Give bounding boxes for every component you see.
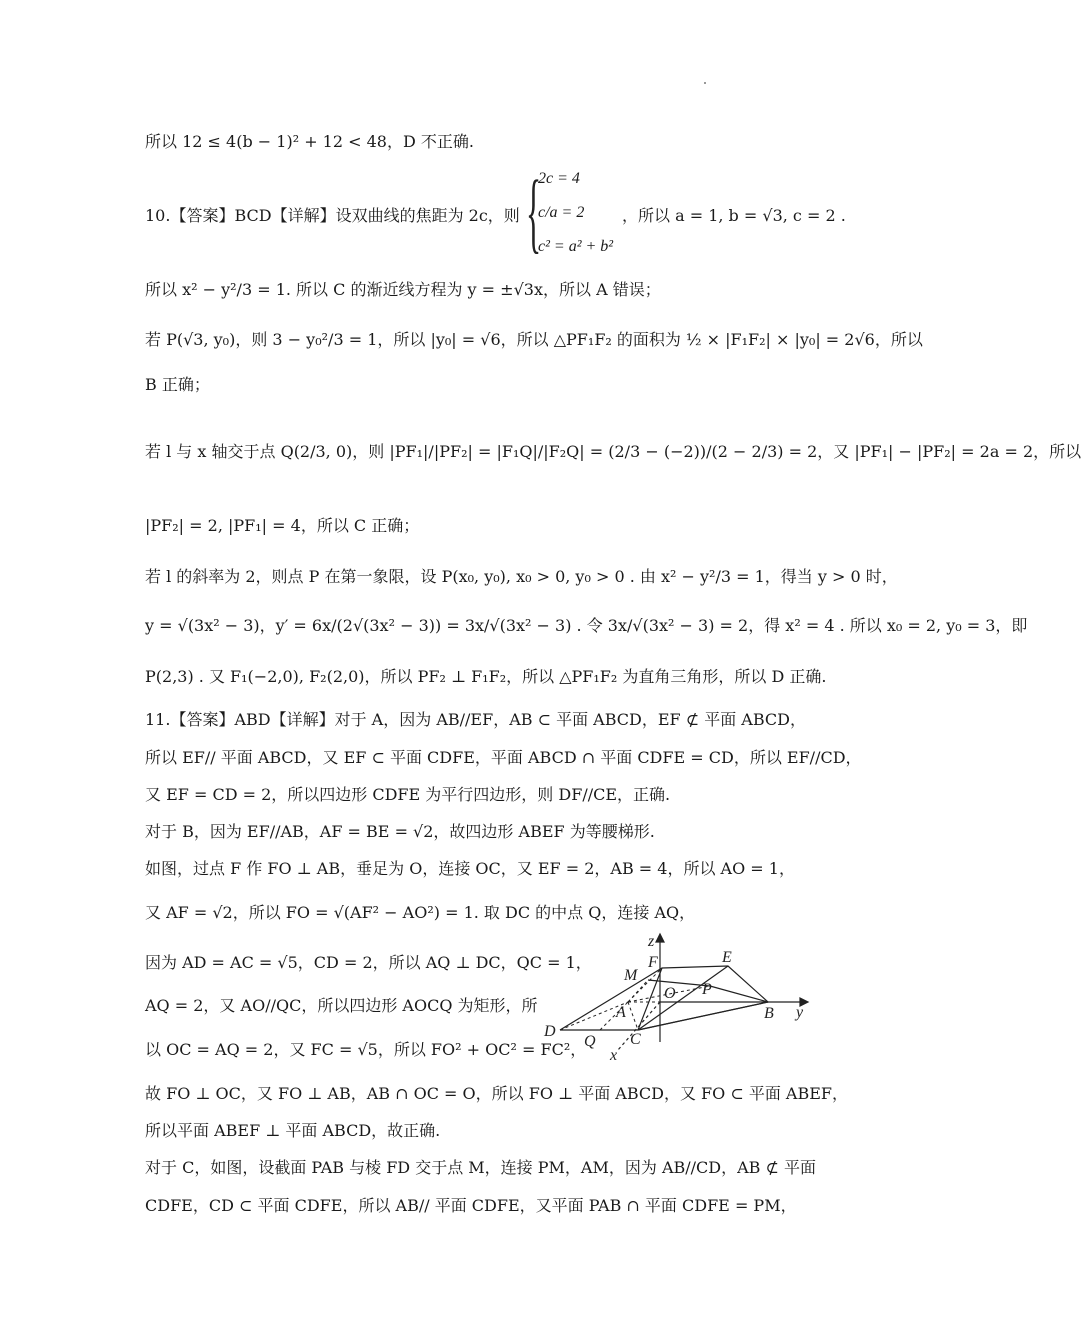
text-line-16: 又 AF = √2，所以 FO = √(AF² − AO²) = 1. 取 DC 的中点 Q，连接 AQ， <box>145 903 696 922</box>
label-f: F <box>648 954 658 971</box>
label-p: P <box>702 981 712 998</box>
brace-glyph: { <box>526 163 542 262</box>
text-line-21: 所以平面 ABEF ⊥ 平面 ABCD，故正确. <box>145 1121 441 1140</box>
text-line-11: 11.【答案】ABD【详解】对于 A，因为 AB//EF，AB ⊂ 平面 ABCD，EF ⊄ 平面 ABCD， <box>145 710 806 729</box>
label-a: A <box>616 1004 626 1021</box>
text-line-2b: ，所以 a = 1, b = √3, c = 2 . <box>622 206 846 225</box>
system-row-2: c/a = 2 <box>538 204 585 221</box>
text-line-15: 如图，过点 F 作 FO ⊥ AB，垂足为 O，连接 OC，又 EF = 2，AB = 4，所以 AO = 1， <box>145 859 795 878</box>
text-line-18: AQ = 2，又 AO//QC，所以四边形 AOCQ 为矩形，所 <box>145 996 538 1015</box>
equation-system <box>526 163 616 262</box>
text-line-10: P(2,3) . 又 F₁(−2,0), F₂(2,0)，所以 PF₂ ⊥ F₁F₂，所以 △PF₁F₂ 为直角三角形，所以 D 正确. <box>145 667 827 686</box>
system-row-3: c² = a² + b² <box>538 238 614 255</box>
label-z: z <box>648 933 655 950</box>
label-e: E <box>722 949 732 966</box>
label-y: y <box>796 1004 804 1021</box>
geometry-figure <box>540 932 820 1062</box>
label-c: C <box>630 1031 641 1048</box>
z-axis-arrow <box>656 934 664 942</box>
text-line-1: 所以 12 ≤ 4(b − 1)² + 12 < 48，D 不正确. <box>145 132 474 151</box>
label-q: Q <box>584 1033 596 1050</box>
edge-mp <box>648 980 710 986</box>
text-line-9: y = √(3x² − 3)，y′ = 6x/(2√(3x² − 3)) = 3x/√(3x² − 3) . 令 3x/√(3x² − 3) = 2，得 x² = 4 . 所以 x₀ = 2, y₀ = 3，即 <box>145 616 1028 635</box>
edge-ac <box>628 1002 638 1030</box>
text-line-7: |PF₂| = 2, |PF₁| = 4，所以 C 正确； <box>145 516 420 535</box>
text-line-22: 对于 C，如图，设截面 PAB 与棱 FD 交于点 M，连接 PM，AM，因为 AB//CD，AB ⊄ 平面 <box>145 1158 816 1177</box>
text-line-3: 所以 x² − y²/3 = 1. 所以 C 的渐近线方程为 y = ±√3x，所以 A 错误； <box>145 280 661 299</box>
text-line-23: CDFE，CD ⊂ 平面 CDFE，所以 AB// 平面 CDFE，又平面 PAB ∩ 平面 CDFE = PM， <box>145 1196 797 1215</box>
label-d: D <box>544 1023 556 1040</box>
text-line-2: 10.【答案】BCD【详解】设双曲线的焦距为 2c，则 <box>145 206 520 225</box>
text-line-4: 若 P(√3, y₀)，则 3 − y₀²/3 = 1，所以 |y₀| = √6，所以 △PF₁F₂ 的面积为 ½ × |F₁F₂| × |y₀| = 2√6，所以 <box>145 330 923 349</box>
text-line-5: B 正确； <box>145 375 210 394</box>
text-line-20: 故 FO ⊥ OC，又 FO ⊥ AB，AB ∩ OC = O，所以 FO ⊥ 平面 ABCD，又 FO ⊂ 平面 ABEF， <box>145 1084 849 1103</box>
corner-mark <box>704 82 706 84</box>
text-line-6: 若 l 与 x 轴交于点 Q(2/3, 0)，则 |PF₁|/|PF₂| = |F₁Q|/|F₂Q| = (2/3 − (−2))/(2 − 2/3) = 2，又 |PF₁| − |PF₂| = 2a = 2，所以 <box>145 442 1081 461</box>
text-line-17: 因为 AD = AC = √5，CD = 2，所以 AQ ⊥ DC，QC = 1， <box>145 953 592 972</box>
text-line-12: 所以 EF// 平面 ABCD，又 EF ⊂ 平面 CDFE，平面 ABCD ∩ 平面 CDFE = CD，所以 EF//CD， <box>145 748 862 767</box>
text-line-8: 若 l 的斜率为 2，则点 P 在第一象限，设 P(x₀, y₀), x₀ > 0, y₀ > 0 . 由 x² − y²/3 = 1，得当 y > 0 时， <box>145 567 898 586</box>
text-line-13: 又 EF = CD = 2，所以四边形 CDFE 为平行四边形，则 DF//CE，正确. <box>145 785 671 804</box>
label-m: M <box>624 967 638 984</box>
text-line-14: 对于 B，因为 EF//AB，AF = BE = √2，故四边形 ABEF 为等腰梯形. <box>145 822 655 841</box>
label-b: B <box>764 1005 774 1022</box>
text-line-19: 以 OC = AQ = 2，又 FC = √5，所以 FO² + OC² = FC²， <box>145 1040 587 1059</box>
label-o: O <box>664 985 676 1002</box>
system-row-1: 2c = 4 <box>538 170 580 187</box>
label-x: x <box>610 1047 618 1064</box>
